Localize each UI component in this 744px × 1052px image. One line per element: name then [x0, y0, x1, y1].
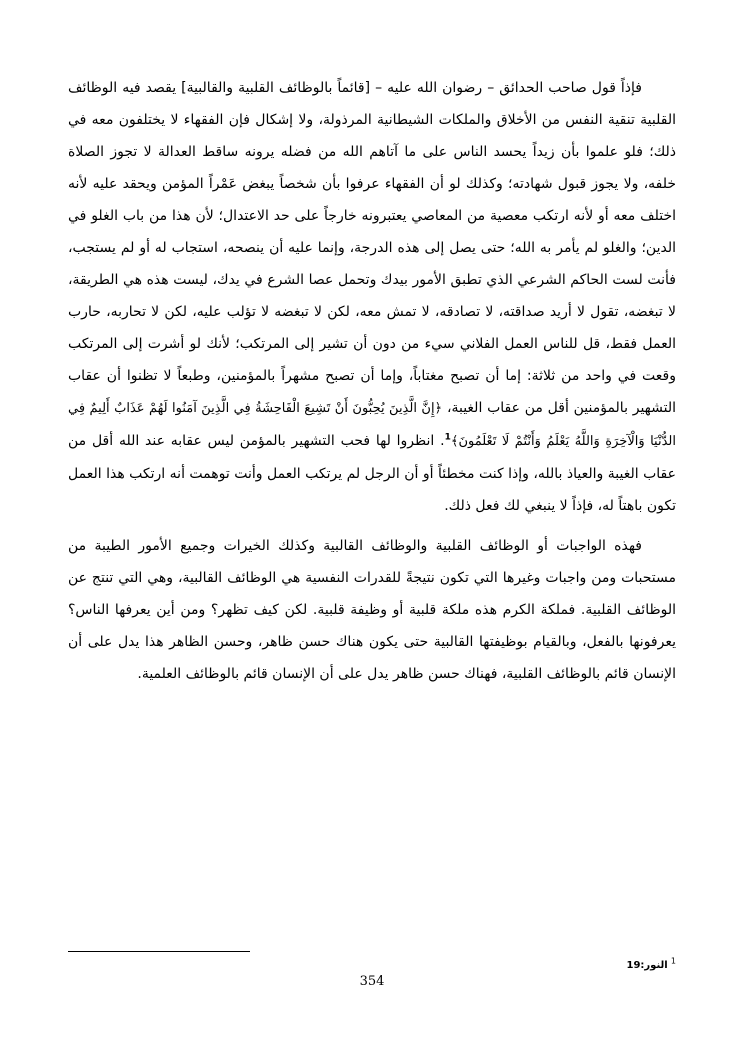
paragraph-1-part-a: فإذاً قول صاحب الحدائق – رضوان الله عليه – [قائماً بالوظائف القلبية والقالبية] يقصد فيه الوظائف القلبية تنقية النفس من الأخلاق والملكات الشيطانية المرذولة، ولا إشكال فإن الفقهاء لا يختلفون معه في ذلك؛ فلو علموا بأن زيداً يحسد الناس على ما آتاهم الله من فضله يرونه ساقط العدالة لا تجوز الصلاة خلفه، ولا يجوز قبول شهادته؛ وكذلك لو أن الفقهاء عرفوا بأن شخصاً يبغض عَمْراً المؤمن ويحقد عليه لأنه اختلف معه أو لأنه ارتكب معصية من المعاصي يعتبرونه خارجاً على حد الاعتدال؛ لأن هذا من باب الغلو في الدين؛ والغلو لم يأمر به الله؛ حتى يصل إلى هذه الدرجة، وإنما عليه أن ينصحه، استجاب له أو لم يستجب، فأنت لست الحاكم الشرعي الذي تطبق الأمور بيدك وتحمل عصا الشرع في يدك، ليست هذه هي الطريقة، لا تبغضه، تقول لا أريد صداقته، لا تصادقه، لا تمش معه، لكن لا تبغضه لا تؤلب عليه، لكن لا تحاربه، حارب العمل فقط، قل للناس العمل الفلاني سيء من دون أن تشير إلى المرتكب؛ لأنك لو أشرت إلى المرتكب وقعت في واحد من ثلاثة: إما أن تصبح مغتاباً، وإما أن تصبح مشهراً بالمؤمنين، وطبعاً لا تظنوا أن عقاب التشهير بالمؤمنين أقل من عقاب الغيبة، — [68, 80, 677, 416]
footnote-separator — [68, 951, 250, 952]
footnote — [560, 958, 676, 974]
page-number: 354 — [359, 974, 385, 989]
paragraph-1-part-b: . انظروا لها فحب التشهير بالمؤمن ليس عقابه عند الله أقل من عقاب الغيبة والعياذ بالله، وإذا كنت مخطئاً أو أن الرجل لم يرتكب العمل وأنت توهمت أنه ارتكب هذا العمل تكون باهتاً له، فإذاً لا ينبغي لك فعل ذلك. — [68, 433, 676, 514]
footnote-number: 1 — [670, 956, 676, 966]
footnote-source: النور: — [640, 960, 668, 971]
paragraph-1 — [68, 72, 676, 522]
body-text — [68, 72, 676, 690]
footnote-verse: 19 — [626, 960, 641, 971]
footnote-reference[interactable]: 1 — [444, 432, 451, 443]
quran-verse: ﴿إِنَّ الَّذِينَ يُحِبُّونَ أَنْ تَشِيعَ الْفَاحِشَةُ فِي الَّذِينَ آمَنُوا لَهُمْ عَذَابٌ أَلِيمٌ فِي الدُّنْيَا وَالْآخِرَةِ وَاللَّهُ يَعْلَمُ وَأَنْتُمْ لَا تَعْلَمُونَ﴾ — [68, 401, 676, 449]
paragraph-2: فهذه الواجبات أو الوظائف القلبية والوظائف القالبية وكذلك الخيرات وجميع الأمور الطيبة من مستحبات ومن واجبات وغيرها التي تكون نتيجةً للقدرات النفسية هي الوظائف القالبية، وهي التي تنتج عن الوظائف القلبية. فملكة الكرم هذه ملكة قلبية أو وظيفة قلبية. لكن كيف تظهر؟ ومن أين يعرفها الناس؟ يعرفونها بالفعل، وبالقيام بوظيفتها القالبية حتى يكون هناك حسن ظاهر، وحسن الظاهر هذا يدل على أن الإنسان قائم بالوظائف القلبية، فهناك حسن ظاهر يدل على أن الإنسان قائم بالوظائف العلمية. — [68, 538, 676, 682]
